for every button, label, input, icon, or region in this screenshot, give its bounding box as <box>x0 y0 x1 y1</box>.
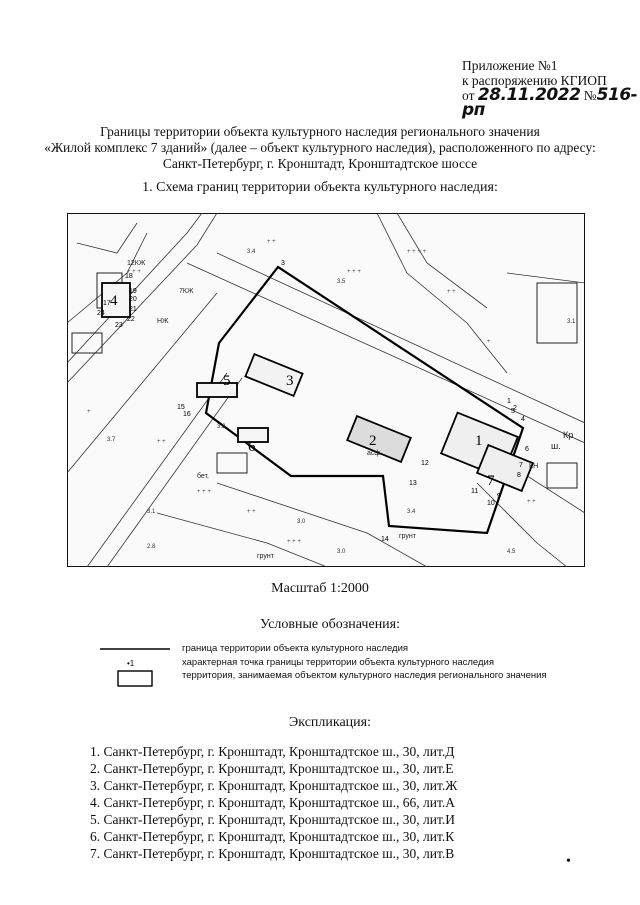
svg-text:9: 9 <box>497 493 501 500</box>
explication-title: Экспликация: <box>289 715 371 730</box>
svg-text:бет.: бет. <box>197 473 209 480</box>
svg-text:12КЖ: 12КЖ <box>127 260 146 267</box>
point-symbol: •1 <box>127 659 135 668</box>
svg-text:+ + +: + + + <box>347 269 361 275</box>
svg-text:3.1: 3.1 <box>567 319 576 325</box>
appendix-number: 516-рп <box>462 85 638 120</box>
svg-text:3.0: 3.0 <box>337 549 346 555</box>
building-number-label: 4 <box>110 293 118 309</box>
svg-text:+ + +: + + + <box>197 489 211 495</box>
appendix-block <box>462 58 640 118</box>
svg-text:грунт: грунт <box>399 533 416 540</box>
explication-item: 2. Санкт-Петербург, г. Кронштадт, Кронштадтское ш., 30, лит.Е <box>90 761 454 776</box>
svg-text:+ + + +: + + + + <box>407 249 427 255</box>
legend-item-boundary: граница территории объекта культурного наследия <box>182 643 409 654</box>
svg-text:23: 23 <box>115 322 123 329</box>
svg-text:3.0: 3.0 <box>297 519 306 525</box>
svg-text:грунт: грунт <box>257 553 274 560</box>
svg-text:+ +: + + <box>447 289 456 295</box>
svg-text:НЖ: НЖ <box>157 318 169 325</box>
svg-text:13: 13 <box>409 480 417 487</box>
legend-title: Условные обозначения: <box>259 617 401 632</box>
svg-text:21: 21 <box>129 306 137 313</box>
svg-text:+ +: + + <box>247 509 256 515</box>
svg-text:+: + <box>87 409 91 415</box>
building-number-label: 6 <box>248 439 256 455</box>
legend-item-territory: территория, занимаемая объектом культурного наследия регионального значения <box>182 670 547 681</box>
svg-text:3.4: 3.4 <box>247 249 256 255</box>
svg-text:4: 4 <box>521 416 525 423</box>
svg-text:19: 19 <box>129 288 137 295</box>
svg-text:20: 20 <box>129 296 137 303</box>
svg-text:+: + <box>487 339 491 345</box>
building-number-label: 7 <box>487 473 495 489</box>
document-title <box>0 124 640 172</box>
title-line1: Границы территории объекта культурного наследия регионального значения <box>100 124 540 139</box>
legend-symbols <box>100 641 170 687</box>
territory-symbol <box>118 671 152 686</box>
svg-text:24: 24 <box>97 310 105 317</box>
building-number-label: 2 <box>369 433 377 449</box>
svg-text:Кр: Кр <box>563 430 574 440</box>
building-number-label: 1 <box>475 433 483 449</box>
svg-text:3.8: 3.8 <box>217 424 226 430</box>
svg-text:17: 17 <box>103 300 111 307</box>
svg-text:3: 3 <box>281 260 285 267</box>
svg-text:12: 12 <box>421 460 429 467</box>
svg-text:16: 16 <box>183 411 191 418</box>
svg-text:4.5: 4.5 <box>507 549 516 555</box>
explication-list <box>90 743 457 862</box>
schema-title: 1. Схема границ территории объекта культурного наследия: <box>142 180 498 195</box>
svg-text:2: 2 <box>513 405 517 412</box>
appendix-line2: к распоряжению КГИОП <box>462 73 607 88</box>
building-number-label: 5 <box>223 373 231 389</box>
svg-text:3.4: 3.4 <box>407 509 416 515</box>
svg-text:+ +: + + <box>157 439 166 445</box>
svg-text:10: 10 <box>487 500 495 507</box>
svg-text:8: 8 <box>517 472 521 479</box>
svg-text:асф.: асф. <box>367 450 383 457</box>
boundary-map <box>67 213 585 567</box>
svg-text:15: 15 <box>177 404 185 411</box>
explication-item: 6. Санкт-Петербург, г. Кронштадт, Кронштадтское ш., 30, лит.К <box>90 829 455 844</box>
svg-text:7: 7 <box>519 462 523 469</box>
svg-text:22: 22 <box>127 316 135 323</box>
appendix-prefix: от <box>462 88 475 103</box>
svg-text:7КЖ: 7КЖ <box>179 288 194 295</box>
title-line3: Санкт-Петербург, г. Кронштадт, Кронштадтское шоссе <box>162 156 478 171</box>
svg-text:+ +: + + <box>527 499 536 505</box>
explication-item: 4. Санкт-Петербург, г. Кронштадт, Кронштадтское ш., 66, лит.А <box>90 795 455 810</box>
explication-item: 1. Санкт-Петербург, г. Кронштадт, Кронштадтское ш., 30, лит.Д <box>90 744 455 759</box>
explication-item: 5. Санкт-Петербург, г. Кронштадт, Кронштадтское ш., 30, лит.И <box>90 812 455 827</box>
svg-text:ш.: ш. <box>551 441 561 451</box>
building-5 <box>197 383 237 397</box>
svg-text:+ +: + + <box>267 239 276 245</box>
svg-text:+ + +: + + + <box>127 269 141 275</box>
explication-item: 3. Санкт-Петербург, г. Кронштадт, Кронштадтское ш., 30, лит.Ж <box>90 778 458 793</box>
title-line2: «Жилой комплекс 7 зданий» (далее – объект культурного наследия), расположенного по адресу: <box>44 140 596 155</box>
svg-text:2.8: 2.8 <box>147 544 156 550</box>
svg-text:1: 1 <box>507 398 511 405</box>
building-number-label: 3 <box>286 373 294 389</box>
appendix-line3 <box>462 85 640 120</box>
svg-text:14: 14 <box>381 536 389 543</box>
appendix-line1: Приложение №1 <box>462 58 558 73</box>
svg-text:3.5: 3.5 <box>337 279 346 285</box>
svg-text:3.7: 3.7 <box>107 437 116 443</box>
svg-text:6: 6 <box>525 446 529 453</box>
legend-item-point: характерная точка границы территории объекта культурного наследия <box>182 657 494 668</box>
svg-text:+ + +: + + + <box>287 539 301 545</box>
explication-item: 7. Санкт-Петербург, г. Кронштадт, Кронштадтское ш., 30, лит.В <box>90 846 455 861</box>
svg-text:3.1: 3.1 <box>147 509 156 515</box>
svg-text:18: 18 <box>125 273 133 280</box>
appendix-date: 28.11.2022 <box>477 85 581 105</box>
map-scale: Масштаб 1:2000 <box>271 581 369 596</box>
svg-text:11: 11 <box>471 488 479 495</box>
svg-text:КН: КН <box>529 463 539 470</box>
footer-mark: • <box>566 854 571 869</box>
appendix-num-sign: № <box>583 88 597 103</box>
svg-text:5: 5 <box>511 408 515 415</box>
